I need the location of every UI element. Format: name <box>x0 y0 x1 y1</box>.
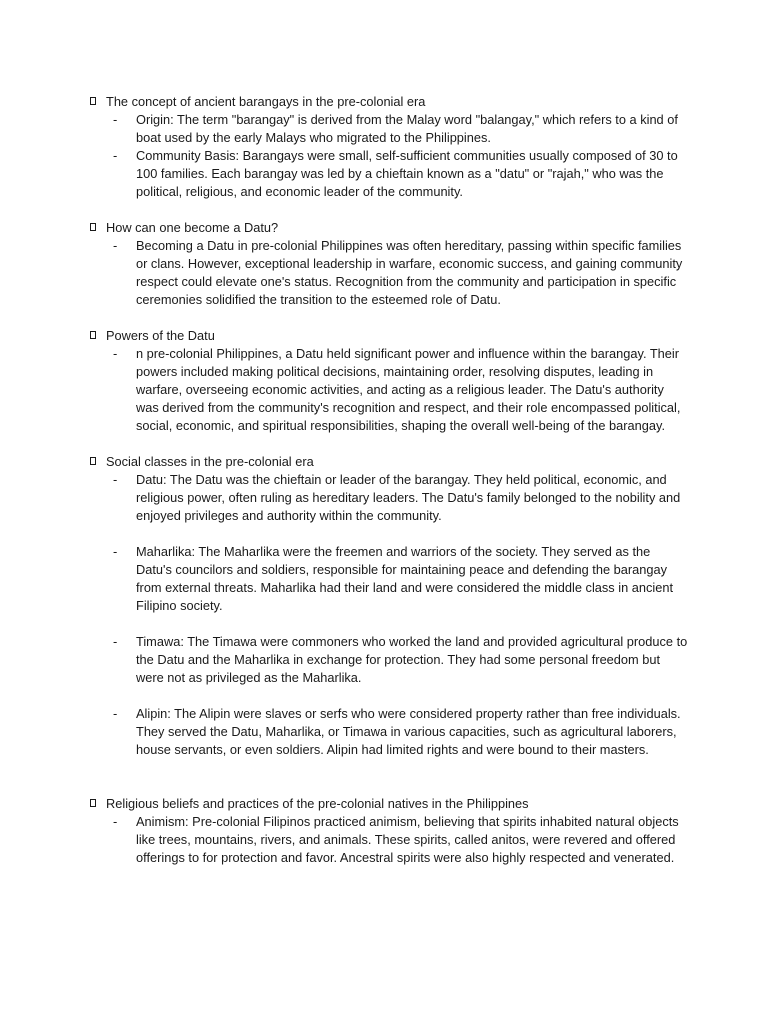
list-item-text: Community Basis: Barangays were small, self-sufficient communities usually composed of 30 to 100 families. Each barangay was led by a chieftain known as a "datu" or "rajah," who was the political, religious, and economic leader of the community. <box>136 148 678 199</box>
section-heading-text: Social classes in the pre-colonial era <box>106 454 314 469</box>
section-heading <box>0 327 768 345</box>
dash-marker: - <box>113 814 118 829</box>
section-heading <box>0 93 768 111</box>
list-item-text: Timawa: The Timawa were commoners who worked the land and provided agricultural produce to the Datu and the Maharlika in exchange for protection. They had some personal freedom but were not as privileged as the Maharlika. <box>136 634 688 685</box>
list-item <box>0 543 688 615</box>
list-item-text: Animism: Pre-colonial Filipinos practiced animism, believing that spirits inhabited natural objects like trees, mountains, rivers, and animals. These spirits, called anitos, were revered and offered offerings to for protection and favor. Ancestral spirits were also highly respected and venerated. <box>136 814 679 865</box>
section-heading-text: Powers of the Datu <box>106 328 215 343</box>
square-bullet-icon <box>90 457 96 465</box>
item-list <box>0 111 768 201</box>
list-item-text: Becoming a Datu in pre-colonial Philippines was often hereditary, passing within specific families or clans. However, exceptional leadership in warfare, economic success, and gaining community respect could elevate one's status. Recognition from the community and participation in specific ceremonies solidified the transition to the esteemed role of Datu. <box>136 238 683 307</box>
item-list <box>0 345 768 435</box>
list-item-text: Origin: The term "barangay" is derived from the Malay word "balangay," which refers to a kind of boat used by the early Malays who migrated to the Philippines. <box>136 112 678 145</box>
section-social-classes <box>0 453 768 759</box>
list-item <box>0 633 688 687</box>
section-heading-text: Religious beliefs and practices of the pre-colonial natives in the Philippines <box>106 796 529 811</box>
list-item <box>0 705 688 759</box>
item-list <box>0 813 768 867</box>
list-item-text: Alipin: The Alipin were slaves or serfs who were considered property rather than free individuals. They served the Datu, Maharlika, or Timawa in various capacities, such as agricultural laborers, house servants, or even soldiers. Alipin had limited rights and were bound to their masters. <box>136 706 681 757</box>
dash-marker: - <box>113 472 118 487</box>
section-heading <box>0 453 768 471</box>
dash-marker: - <box>113 706 118 721</box>
section-heading <box>0 795 768 813</box>
dash-marker: - <box>113 148 118 163</box>
square-bullet-icon <box>90 331 96 339</box>
list-item-text: Datu: The Datu was the chieftain or leader of the barangay. They held political, economic, and religious power, often ruling as hereditary leaders. The Datu's family belonged to the nobility and enjoyed privileges and authority within the community. <box>136 472 681 523</box>
item-list <box>0 237 768 309</box>
square-bullet-icon <box>90 97 96 105</box>
list-item <box>0 345 688 435</box>
section-powers-datu <box>0 327 768 435</box>
list-item <box>0 111 688 147</box>
list-item <box>0 813 688 867</box>
dash-marker: - <box>113 544 118 559</box>
list-item-text: Maharlika: The Maharlika were the freemen and warriors of the society. They served as the Datu's councilors and soldiers, responsible for maintaining peace and defending the barangay from external threats. Maharlika had their land and were considered the middle class in ancient Filipino society. <box>136 544 674 613</box>
section-religious-beliefs <box>0 795 768 867</box>
dash-marker: - <box>113 634 118 649</box>
document-page <box>0 93 768 867</box>
item-list <box>0 471 768 759</box>
list-item <box>0 471 688 525</box>
list-item <box>0 147 688 201</box>
section-heading-text: How can one become a Datu? <box>106 220 279 235</box>
section-barangay-concept <box>0 93 768 201</box>
section-heading-text: The concept of ancient barangays in the pre-colonial era <box>106 94 426 109</box>
dash-marker: - <box>113 112 118 127</box>
section-heading <box>0 219 768 237</box>
section-become-datu <box>0 219 768 309</box>
square-bullet-icon <box>90 799 96 807</box>
dash-marker: - <box>113 346 118 361</box>
list-item-text: n pre-colonial Philippines, a Datu held significant power and influence within the barangay. Their powers included making political decisions, maintaining order, resolving disputes, leading in warfare, overseeing economic activities, and acting as a religious leader. The Datu's authority was derived from the community's recognition and respect, and their role encompassed political, social, economic, and spiritual responsibilities, shaping the overall well-being of the barangay. <box>136 346 681 433</box>
list-item <box>0 237 688 309</box>
dash-marker: - <box>113 238 118 253</box>
square-bullet-icon <box>90 223 96 231</box>
